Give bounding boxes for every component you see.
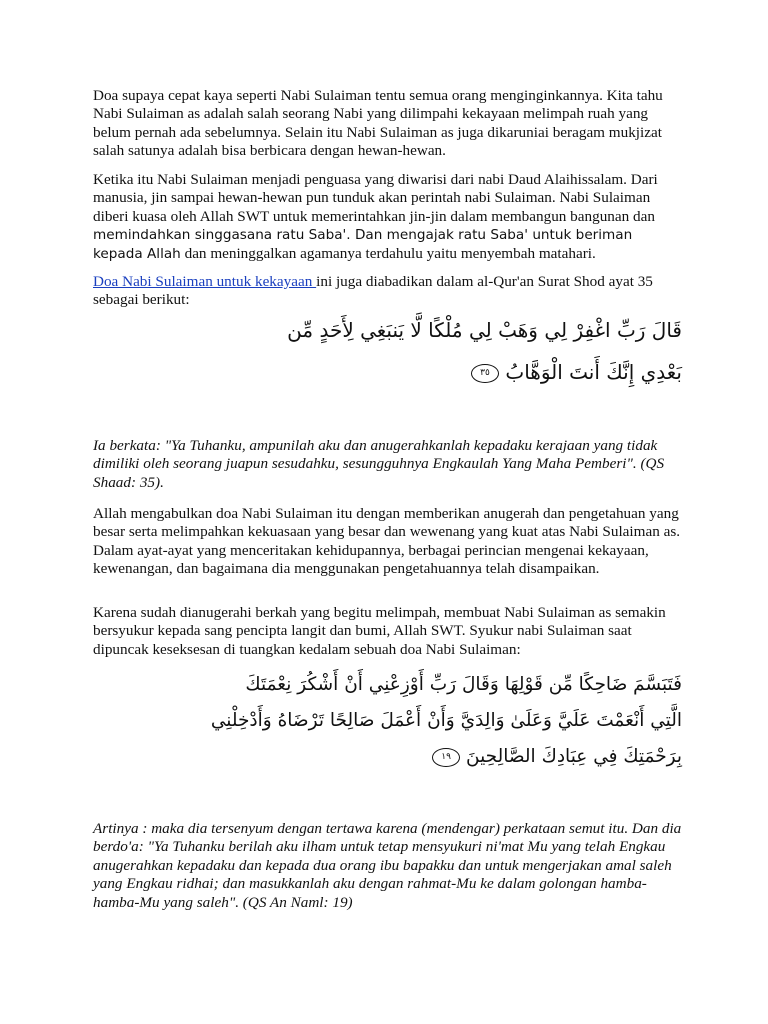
arabic-verse-35-line2: [467, 360, 682, 384]
arabic-verse-19-line1: فَتَبَسَّمَ ضَاحِكًا مِّن قَوْلِهَا وَقَالَ رَبِّ أَوْزِعْنِي أَنْ أَشْكُرَ نِعْمَتَكَ: [245, 674, 682, 695]
paragraph-ruler-text-c: dan meninggalkan agamanya terdahulu yaitu menyembah matahari.: [180, 244, 596, 262]
paragraph-gratitude: [93, 604, 683, 659]
ayah-number-19: ١٩: [432, 748, 460, 767]
paragraph-sulaiman-ruler: [93, 171, 683, 263]
paragraph-answered-text: Allah mengabulkan doa Nabi Sulaiman itu dengan memberikan anugerah dan pengetahuan yang besar serta melimpahkan kekuasaan yang besar dan wewenang yang kuat atas Nabi Sulaiman as. Dalam ayat-ayat yang menceritakan kehidupannya, berbagai perincian mengenai kekayaan, kewenangan, dan bagaimana dia menggunakan pengetahuannya telah disampaikan.: [93, 505, 681, 578]
paragraph-intro-text: Doa supaya cepat kaya seperti Nabi Sulaiman tentu semua orang menginginkannya. Kita tahu Nabi Sulaiman as adalah salah seorang Nabi yang dilimpahi kekayaan melimpah ruah yang belum pernah ada sebelumnya. Selain itu Nabi Sulaiman as juga dikaruniai beragam mukjizat salah satunya adalah bisa berbicara dengan hewan-hewan.: [93, 87, 663, 160]
paragraph-ruler-text-a: Ketika itu Nabi Sulaiman menjadi penguasa yang diwarisi dari nabi Daud Alaihissalam. Dari manusia, jin sampai hewan-hewan pun tunduk akan perintah nabi Sulaiman. Nabi Sulaiman diberi kuasa oleh Allah SWT untuk memerintahkan jin-jin dalam membangun bangunan dan: [93, 171, 658, 225]
arabic-verse-19-line3: [428, 746, 682, 767]
translation-verse-19-text: Artinya : maka dia tersenyum dengan tertawa karena (mendengar) perkataan semut itu. Dan dia berdo'a: "Ya Tuhanku berilah aku ilham untuk tetap mensyukuri ni'mat Mu yang telah Engkau anugerahkan kepadaku dan kepada dua orang ibu bapakku dan untuk mengerjakan amal saleh yang Engkau ridhai; dan masukkanlah aku dengan rahmat-Mu ke dalam golongan hamba-hamba-Mu yang saleh". (QS An Naml: 19): [93, 820, 682, 911]
ayah-number-35: ٣٥: [471, 364, 499, 383]
translation-verse-35: [93, 437, 683, 492]
paragraph-doa-intro: [93, 273, 683, 310]
paragraph-ruler-text-b: memindahkan singgasana ratu Saba'. Dan mengajak ratu Saba' untuk beriman kepada Allah: [93, 227, 633, 262]
paragraph-gratitude-text: Karena sudah dianugerahi berkah yang begitu melimpah, membuat Nabi Sulaiman as semakin bersyukur kepada sang pencipta langit dan bumi, Allah SWT. Syukur nabi Sulaiman saat dipuncak keseksesan di tuangkan kedalam sebuah doa Nabi Sulaiman:: [93, 604, 666, 658]
arabic-verse-19-line3-text: بِرَحْمَتِكَ فِي عِبَادِكَ الصَّالِحِينَ: [465, 746, 682, 767]
paragraph-doa-intro-text: ini juga diabadikan dalam al-Qur'an Surat Shod ayat 35 sebagai berikut:: [93, 273, 653, 309]
arabic-verse-35-line1: قَالَ رَبِّ اغْفِرْ لِي وَهَبْ لِي مُلْكًا لَّا يَنبَغِي لِأَحَدٍ مِّن: [287, 318, 682, 342]
paragraph-answered: [93, 505, 683, 579]
arabic-verse-19-line2: الَّتِي أَنْعَمْتَ عَلَيَّ وَعَلَىٰ وَالِدَيَّ وَأَنْ أَعْمَلَ صَالِحًا تَرْضَاهُ وَأَدْخِلْنِي: [210, 710, 682, 731]
doa-nabi-sulaiman-link[interactable]: Doa Nabi Sulaiman untuk kekayaan: [93, 273, 317, 290]
translation-verse-35-text: Ia berkata: "Ya Tuhanku, ampunilah aku dan anugerahkanlah kepadaku kerajaan yang tidak dimiliki oleh seorang juapun sesudahku, sesungguhnya Engkaulah Yang Maha Pemberi". (QS Shaad: 35).: [93, 437, 665, 491]
arabic-verse-35-line2-text: بَعْدِي إِنَّكَ أَنتَ الْوَهَّابُ: [505, 360, 682, 384]
translation-verse-19: [93, 820, 683, 912]
paragraph-intro: [93, 87, 683, 161]
